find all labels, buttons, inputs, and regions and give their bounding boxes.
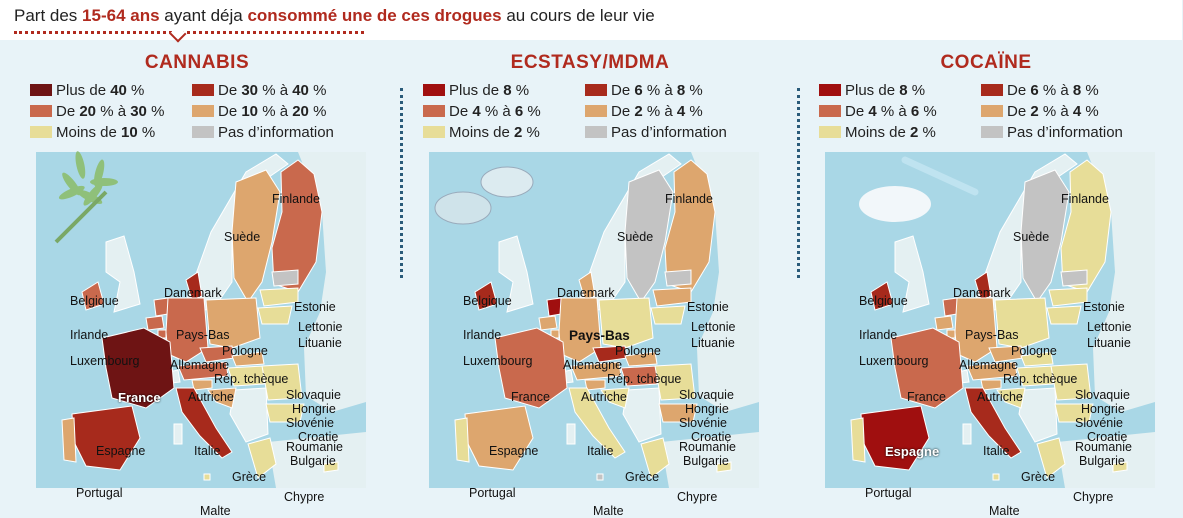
- country-label: Slovaquie: [286, 388, 341, 402]
- legend-item: [981, 124, 1123, 141]
- legend-text: 30: [130, 103, 147, 120]
- country-malte: [597, 474, 603, 480]
- legend-text: % à: [642, 82, 677, 99]
- legend-swatch: [819, 126, 841, 138]
- country-label: Malte: [593, 504, 624, 518]
- country-malte: [204, 474, 210, 480]
- legend-text: %: [511, 82, 530, 99]
- country-label: Grèce: [625, 470, 660, 484]
- legend-text: %: [146, 103, 165, 120]
- legend-item: [981, 103, 1099, 120]
- country-belgique: [935, 316, 953, 330]
- country-estonie: [272, 270, 298, 286]
- legend-swatch: [30, 84, 52, 96]
- legend-text: %: [685, 103, 703, 120]
- country-estonie: [665, 270, 691, 286]
- country-label: Roumanie: [1075, 440, 1132, 454]
- country-slovénie: [192, 380, 212, 390]
- country-label: France: [511, 390, 550, 404]
- legend-text: De: [611, 103, 635, 120]
- legend-item: [819, 103, 937, 120]
- country-label: Croatie: [691, 430, 732, 444]
- legend-text: % à: [96, 103, 131, 120]
- legend-text: De: [449, 103, 473, 120]
- legend-item: [192, 124, 334, 141]
- country-espagne: [465, 406, 533, 470]
- country-label: Pologne: [222, 344, 268, 358]
- panel-title: CANNABIS: [144, 52, 250, 73]
- country-label: Portugal: [469, 486, 516, 500]
- country-label: Autriche: [581, 390, 627, 404]
- legend-text: Pas d’information: [611, 124, 727, 141]
- legend-swatch: [30, 105, 52, 117]
- legend-text: 2: [910, 124, 919, 141]
- country-slovénie: [981, 380, 1001, 390]
- legend-text: Plus de: [845, 82, 900, 99]
- legend-swatch: [585, 84, 607, 96]
- country-label: Pays-Bas: [176, 328, 230, 342]
- country-portugal: [62, 418, 76, 462]
- legend-text: 8: [899, 82, 908, 99]
- legend-text: % à: [876, 103, 911, 120]
- country-estonie: [1061, 270, 1087, 286]
- country-paysbas: [154, 298, 168, 316]
- country-label: Hongrie: [292, 402, 336, 416]
- panel-cocaine: [789, 40, 1183, 518]
- legend-text: 4: [676, 103, 686, 120]
- country-label: Lituanie: [1087, 336, 1131, 350]
- header: [0, 0, 1182, 40]
- legend-item: [981, 82, 1099, 99]
- country-label: Lituanie: [691, 336, 735, 350]
- country-label: Suède: [617, 230, 654, 244]
- legend-text: 8: [676, 82, 686, 99]
- europe-map: [429, 152, 759, 518]
- country-label: Rép. tchèque: [607, 372, 682, 386]
- legend-item: [585, 82, 703, 99]
- legend-text: 2: [634, 103, 643, 120]
- country-label: Bulgarie: [1079, 454, 1125, 468]
- country-label: Luxembourg: [859, 354, 929, 368]
- country-label: Espagne: [489, 444, 539, 458]
- country-label: Slovénie: [1075, 416, 1123, 430]
- legend-text: %: [308, 103, 327, 120]
- legend-text: %: [1081, 103, 1099, 120]
- country-label: Bulgarie: [683, 454, 729, 468]
- country-paysbas: [547, 298, 561, 316]
- country-lettonie: [1049, 288, 1087, 306]
- country-label: Allemagne: [563, 358, 623, 372]
- country-belgique: [146, 316, 164, 330]
- country-label: Portugal: [865, 486, 912, 500]
- country-label: Estonie: [294, 300, 336, 314]
- country-label: Slovaquie: [1075, 388, 1130, 402]
- cocaine-powder-icon: [859, 160, 975, 222]
- legend-text: De: [56, 103, 80, 120]
- legend-swatch: [423, 126, 445, 138]
- legend-item: [30, 124, 155, 141]
- country-label: Italie: [194, 444, 221, 458]
- country-label: Belgique: [859, 294, 908, 308]
- legend-text: Moins de: [56, 124, 122, 141]
- country-label: Autriche: [188, 390, 234, 404]
- panel-ecstasy: [393, 40, 787, 518]
- legend-swatch: [981, 105, 1003, 117]
- legend-text: % à: [642, 103, 677, 120]
- country-espagne: [72, 406, 140, 470]
- legend-text: %: [126, 82, 145, 99]
- legend-text: Moins de: [449, 124, 515, 141]
- country-label: Pologne: [1011, 344, 1057, 358]
- country-label: Roumanie: [286, 440, 343, 454]
- legend-text: % à: [480, 103, 515, 120]
- country-label: Suède: [224, 230, 261, 244]
- legend-text: 6: [910, 103, 920, 120]
- panel-cannabis: [0, 40, 394, 518]
- legend-text: %: [137, 124, 156, 141]
- legend-item: [585, 124, 727, 141]
- legend-text: %: [918, 124, 936, 141]
- legend-swatch: [192, 126, 214, 138]
- country-belgique: [539, 316, 557, 330]
- legend-item: [819, 124, 936, 141]
- country-label: Lituanie: [298, 336, 342, 350]
- legend-text: Moins de: [845, 124, 911, 141]
- country-label: Espagne: [885, 444, 940, 459]
- legend-text: % à: [258, 103, 293, 120]
- country-label: Belgique: [70, 294, 119, 308]
- country-label: Malte: [989, 504, 1020, 518]
- country-label: Irlande: [70, 328, 109, 342]
- country-malte: [993, 474, 999, 480]
- legend-item: [585, 103, 703, 120]
- legend-item: [423, 103, 541, 120]
- legend-swatch: [981, 126, 1003, 138]
- country-label: Chypre: [284, 490, 325, 504]
- country-label: Roumanie: [679, 440, 736, 454]
- europe-map: [36, 152, 366, 518]
- country-label: Suède: [1013, 230, 1050, 244]
- legend-text: 10: [121, 124, 138, 141]
- legend-item: [423, 124, 540, 141]
- legend-text: %: [523, 103, 541, 120]
- country-label: Bulgarie: [290, 454, 336, 468]
- europe-map: [825, 152, 1155, 518]
- country-label: Italie: [587, 444, 614, 458]
- country-label: Italie: [983, 444, 1010, 458]
- country-label: Malte: [200, 504, 231, 518]
- legend-item: [30, 82, 144, 99]
- country-label: Slovénie: [679, 416, 727, 430]
- legend-text: % à: [258, 82, 293, 99]
- country-label: Luxembourg: [70, 354, 140, 368]
- country-label: Irlande: [463, 328, 502, 342]
- legend-text: 4: [868, 103, 877, 120]
- legend-text: De: [1007, 103, 1031, 120]
- legend-item: [30, 103, 164, 120]
- country-label: Espagne: [96, 444, 146, 458]
- country-label: Hongrie: [1081, 402, 1125, 416]
- country-lituanie: [258, 306, 292, 324]
- legend-text: %: [919, 103, 937, 120]
- legend-text: De: [1007, 82, 1031, 99]
- legend-text: %: [1081, 82, 1099, 99]
- panel-title: COCAÏNE: [940, 52, 1032, 73]
- legend-text: 8: [1072, 82, 1082, 99]
- legend-text: % à: [1038, 82, 1073, 99]
- country-portugal: [851, 418, 865, 462]
- legend-item: [192, 82, 326, 99]
- country-label: Danemark: [164, 286, 222, 300]
- legend-text: De: [218, 82, 242, 99]
- country-label: Finlande: [1061, 192, 1109, 206]
- country-label: Rép. tchèque: [1003, 372, 1078, 386]
- country-label: Slovaquie: [679, 388, 734, 402]
- legend-swatch: [423, 105, 445, 117]
- legend-text: 20: [79, 103, 97, 120]
- legend-swatch: [585, 126, 607, 138]
- legend-swatch: [192, 105, 214, 117]
- country-label: Estonie: [1083, 300, 1125, 314]
- country-label: Allemagne: [170, 358, 230, 372]
- legend-swatch: [423, 84, 445, 96]
- country-label: Allemagne: [959, 358, 1019, 372]
- cannabis-leaf-icon: [56, 150, 118, 242]
- country-label: Lettonie: [1087, 320, 1132, 334]
- legend-text: Plus de: [449, 82, 504, 99]
- legend-text: 20: [292, 103, 309, 120]
- country-label: Pays-Bas: [569, 328, 630, 343]
- non-eu-country: [174, 424, 182, 444]
- non-eu-country: [623, 388, 661, 442]
- legend-item: [423, 82, 529, 99]
- country-slovénie: [585, 380, 605, 390]
- legend-swatch: [819, 84, 841, 96]
- country-label: Estonie: [687, 300, 729, 314]
- panel-title: ECSTASY/MDMA: [510, 52, 670, 73]
- legend-text: 2: [1030, 103, 1039, 120]
- country-label: Hongrie: [685, 402, 729, 416]
- legend-text: 40: [110, 82, 127, 99]
- legend-text: De: [845, 103, 869, 120]
- country-label: Grèce: [1021, 470, 1056, 484]
- legend-swatch: [585, 105, 607, 117]
- country-espagne: [861, 406, 929, 470]
- legend-text: % à: [1038, 103, 1073, 120]
- legend-item: [192, 103, 326, 120]
- country-lituanie: [1047, 306, 1081, 324]
- legend-text: 6: [634, 82, 643, 99]
- legend-text: 40: [292, 82, 309, 99]
- legend-text: Plus de: [56, 82, 111, 99]
- country-label: France: [118, 390, 161, 405]
- legend-text: %: [685, 82, 703, 99]
- legend-text: 6: [1030, 82, 1039, 99]
- country-label: Rép. tchèque: [214, 372, 289, 386]
- country-label: Danemark: [953, 286, 1011, 300]
- country-label: Pays-Bas: [965, 328, 1019, 342]
- legend-swatch: [30, 126, 52, 138]
- country-label: Finlande: [665, 192, 713, 206]
- country-label: Autriche: [977, 390, 1023, 404]
- legend-text: %: [522, 124, 540, 141]
- title-underline: [14, 31, 364, 34]
- country-label: Chypre: [677, 490, 718, 504]
- country-label: Grèce: [232, 470, 267, 484]
- legend-text: Pas d’information: [218, 124, 334, 141]
- country-label: Croatie: [298, 430, 339, 444]
- legend-text: 6: [514, 103, 524, 120]
- country-label: Finlande: [272, 192, 320, 206]
- legend-swatch: [981, 84, 1003, 96]
- legend-text: 4: [1072, 103, 1082, 120]
- legend-swatch: [192, 84, 214, 96]
- legend-text: 30: [241, 82, 259, 99]
- legend-text: 8: [503, 82, 512, 99]
- non-eu-country: [230, 388, 268, 442]
- pill-icon: [435, 167, 533, 224]
- country-lituanie: [651, 306, 685, 324]
- country-label: Croatie: [1087, 430, 1128, 444]
- country-label: Slovénie: [286, 416, 334, 430]
- legend-text: 10: [241, 103, 259, 120]
- country-label: Belgique: [463, 294, 512, 308]
- country-lettonie: [260, 288, 298, 306]
- legend-text: De: [611, 82, 635, 99]
- country-label: Danemark: [557, 286, 615, 300]
- legend-text: Pas d’information: [1007, 124, 1123, 141]
- country-label: Chypre: [1073, 490, 1114, 504]
- country-lettonie: [653, 288, 691, 306]
- non-eu-country: [1019, 388, 1057, 442]
- page-title: Part des 15-64 ans ayant déja consommé une de ces drogues au cours de leur vie: [14, 6, 655, 25]
- legend-text: 2: [514, 124, 523, 141]
- country-label: Lettonie: [691, 320, 736, 334]
- country-label: Lettonie: [298, 320, 343, 334]
- legend-text: %: [308, 82, 327, 99]
- country-paysbas: [943, 298, 957, 316]
- non-eu-country: [963, 424, 971, 444]
- country-label: Portugal: [76, 486, 123, 500]
- country-label: France: [907, 390, 946, 404]
- legend-text: %: [907, 82, 926, 99]
- legend-swatch: [819, 105, 841, 117]
- legend-text: De: [218, 103, 242, 120]
- legend-item: [819, 82, 925, 99]
- non-eu-country: [567, 424, 575, 444]
- country-label: Pologne: [615, 344, 661, 358]
- legend-text: 4: [472, 103, 481, 120]
- country-label: Irlande: [859, 328, 898, 342]
- country-portugal: [455, 418, 469, 462]
- country-label: Luxembourg: [463, 354, 533, 368]
